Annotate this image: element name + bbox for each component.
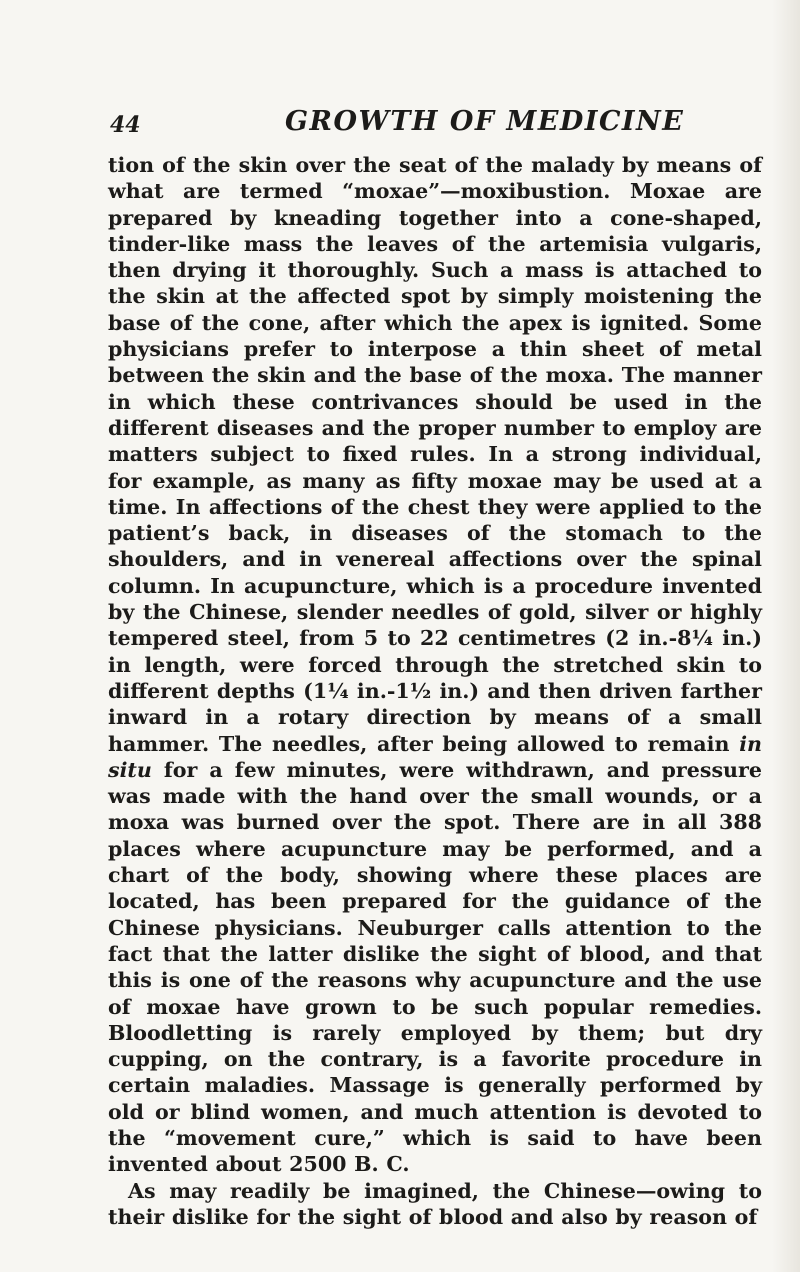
- running-title: GROWTH OF MEDICINE: [285, 106, 685, 137]
- body-text: [108, 152, 762, 1230]
- page-header: [110, 104, 760, 144]
- paragraph-chinese-blood: As may readily be imagined, the Chinese—owing to their dislike for the sight of blood and also by reason of: [108, 1178, 762, 1229]
- page-edge-shadow: [772, 0, 800, 1272]
- paragraph-moxibustion-acupuncture: [108, 152, 762, 1178]
- italic-phrase-in-situ: in situ: [108, 731, 762, 782]
- paragraph-text-part-2: for a few minutes, were withdrawn, and pressure was made with the hand over the small wounds, or a moxa was burned over the spot. There are in all 388 places where acupuncture may be performed, and a chart of the body, showing where these places are located, has been prepared for the guidance of the Chinese physicians. Neuburger calls attention to the fact that the latter dislike the sight of blood, and that this is one of the reasons why acupuncture and the use of moxae have grown to be such popular remedies. Bloodletting is rarely employed by them; but dry cupping, on the contrary, is a favorite procedure in certain maladies. Massage is generally performed by old or blind women, and much attention is devoted to the “movement cure,” which is said to have been invented about 2500 B. C.: [108, 757, 762, 1177]
- paragraph-text-part-1: tion of the skin over the seat of the malady by means of what are termed “moxae”—moxibustion. Moxae are prepared by kneading together into a cone-shaped, tinder-like mass the leaves of the artemisia vulgaris, then drying it thoroughly. Such a mass is attached to the skin at the affected spot by simply moistening the base of the cone, after which the apex is ignited. Some physicians prefer to interpose a thin sheet of metal between the skin and the base of the moxa. The manner in which these contrivances should be used in the different diseases and the proper number to employ are matters subject to fixed rules. In a strong individual, for example, as many as fifty moxae may be used at a time. In affections of the chest they were applied to the patient’s back, in diseases of the stomach to the shoulders, and in venereal affections over the spinal column. In acupuncture, which is a procedure invented by the Chinese, slender needles of gold, silver or highly tempered steel, from 5 to 22 centimetres (2 in.-8¼ in.) in length, were forced through the stretched skin to different depths (1¼ in.-1½ in.) and then driven farther inward in a rotary direction by means of a small hammer. The needles, after being allowed to remain: [108, 153, 762, 756]
- page-number: 44: [110, 112, 141, 138]
